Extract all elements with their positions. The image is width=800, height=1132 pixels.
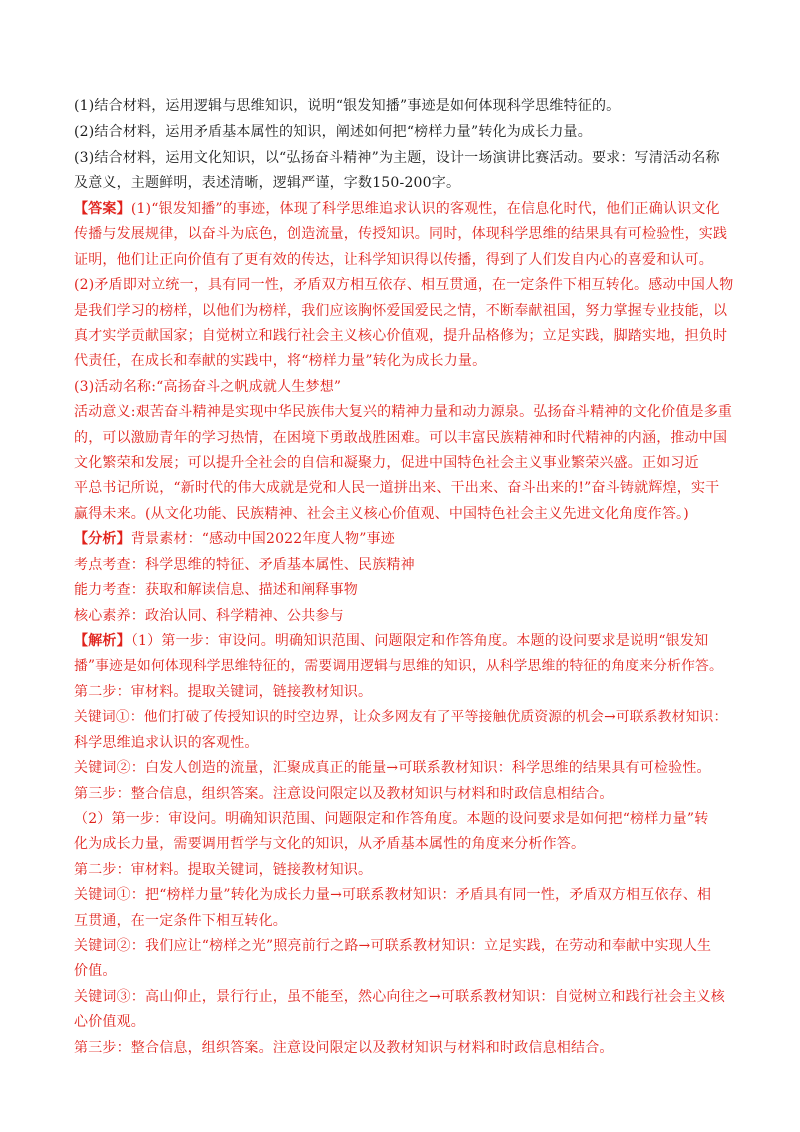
analysis-line: [74, 530, 734, 548]
explanation-line: 科学思维追求认识的客观性。: [74, 735, 259, 751]
explanation-line: 化为成长力量，需要调用哲学与文化的知识，从矛盾基本属性的角度来分析作答。: [74, 836, 586, 852]
explanation-tag: 【解析】: [74, 633, 131, 649]
explanation-line: 关键词①：把“榜样力量”转化为成长力量→可联系教材知识：矛盾具有同一性，矛盾双方相互依存、相: [74, 887, 712, 903]
explanation-line: 价值。: [74, 963, 117, 979]
explanation-line: 第三步：整合信息，组织答案。注意设问限定以及教材知识与材料和时政信息相结合。: [74, 786, 614, 802]
answer-line: 赢得未来。(从文化功能、民族精神、社会主义核心价值观、中国特色社会主义先进文化角度作答。): [74, 506, 689, 522]
answer-line: (2)矛盾即对立统一，具有同一性，矛盾双方相互依存、相互贯通，在一定条件下相互转化。感动中国人物: [74, 277, 734, 293]
explanation-line: 关键词③：高山仰止，景行行止，虽不能至，然心向往之→可联系教材知识：自觉树立和践行社会主义核: [74, 989, 725, 1005]
explanation-line: 关键词①：他们打破了传授知识的时空边界，让众多网友有了平等接触优质资源的机会→可联系教材知识：: [74, 709, 728, 725]
explanation-text: （1）第一步：审设问。明确知识范围、问题限定和作答角度。本题的设问要求是说明“银发知: [130, 633, 709, 649]
answer-line: 传播与发展规律，以奋斗为底色，创造流量，传授知识。同时，体现科学思维的结果具有可检验性，实践: [74, 226, 728, 242]
explanation-line: （2）第一步：审设问。明确知识范围、问题限定和作答角度。本题的设问要求是如何把“榜样力量”转: [74, 811, 709, 827]
question-3-continued: 及意义，主题鲜明，表述清晰，逻辑严谨，字数150-200字。: [74, 175, 461, 191]
explanation-line: 播”事迹是如何体现科学思维特征的，需要调用逻辑与思维的知识，从科学思维的特征的角度来分析作答。: [74, 658, 723, 674]
explanation-line: 第二步：审材料。提取关键词，链接教材知识。: [74, 862, 373, 878]
explanation-line: 互贯通，在一定条件下相互转化。: [74, 913, 287, 929]
question-2: (2)结合材料，运用矛盾基本属性的知识，阐述如何把“榜样力量”转化为成长力量。: [74, 124, 592, 140]
question-1: (1)结合材料，运用逻辑与思维知识，说明“银发知播”事迹是如何体现科学思维特征的。: [74, 98, 621, 114]
explanation-line: 关键词②：我们应让“榜样之光”照亮前行之路→可联系教材知识：立足实践，在劳动和奉献中实现人生: [74, 938, 712, 954]
answer-line: 的，可以激励青年的学习热情，在困境下勇敢战胜困难。可以丰富民族精神和时代精神的内涵，推动中国: [74, 430, 728, 446]
answer-text: (1)“银发知播”的事迹，体现了科学思维追求认识的客观性，在信息化时代，他们正确认识文化: [130, 201, 720, 217]
analysis-text: 背景素材：“感动中国2022年度人物”事迹: [130, 531, 395, 547]
explanation-line: [74, 632, 734, 650]
explanation-line: 心价值观。: [74, 1014, 145, 1030]
answer-line: 活动意义:艰苦奋斗精神是实现中华民族伟大复兴的精神力量和动力源泉。弘扬奋斗精神的文化价值是多重: [74, 404, 733, 420]
question-3: (3)结合材料，运用文化知识，以“弘扬奋斗精神”为主题，设计一场演讲比赛活动。要求：写清活动名称: [74, 150, 720, 166]
explanation-line: 第二步：审材料。提取关键词，链接教材知识。: [74, 684, 373, 700]
analysis-line: 能力考查：获取和解读信息、描述和阐释事物: [74, 582, 358, 598]
answer-line: 证明，他们让正向价值有了更有效的传达，让科学知识得以传播，得到了人们发自内心的喜爱和认可。: [74, 252, 713, 268]
analysis-tag: 【分析】: [74, 531, 131, 547]
analysis-line: 考点考查：科学思维的特征、矛盾基本属性、民族精神: [74, 557, 415, 573]
answer-line: 平总书记所说，“新时代的伟大成就是党和人民一道拼出来、干出来、奋斗出来的!”奋斗铸就辉煌，实干: [74, 480, 720, 496]
answer-line: (3)活动名称:“高扬奋斗之帆成就人生梦想”: [74, 379, 342, 395]
answer-line: 真才实学贡献国家；自觉树立和践行社会主义核心价值观，提升品格修为；立足实践，脚踏实地，担负时: [74, 328, 728, 344]
explanation-line: 第三步：整合信息，组织答案。注意设问限定以及教材知识与材料和时政信息相结合。: [74, 1040, 614, 1056]
answer-tag: 【答案】: [74, 201, 131, 217]
answer-line: 是我们学习的榜样，以他们为榜样，我们应该胸怀爱国爱民之情，不断奉献祖国，努力掌握专业技能，以: [74, 303, 728, 319]
answer-line: [74, 200, 734, 218]
explanation-line: 关键词②：白发人创造的流量，汇聚成真正的能量→可联系教材知识：科学思维的结果具有可检验性。: [74, 760, 711, 776]
analysis-line: 核心素养：政治认同、科学精神、公共参与: [74, 608, 344, 624]
answer-line: 文化繁荣和发展；可以提升全社会的自信和凝聚力，促进中国特色社会主义事业繁荣兴盛。正如习近: [74, 455, 699, 471]
answer-line: 代责任，在成长和奉献的实践中，将“榜样力量”转化为成长力量。: [74, 353, 487, 369]
